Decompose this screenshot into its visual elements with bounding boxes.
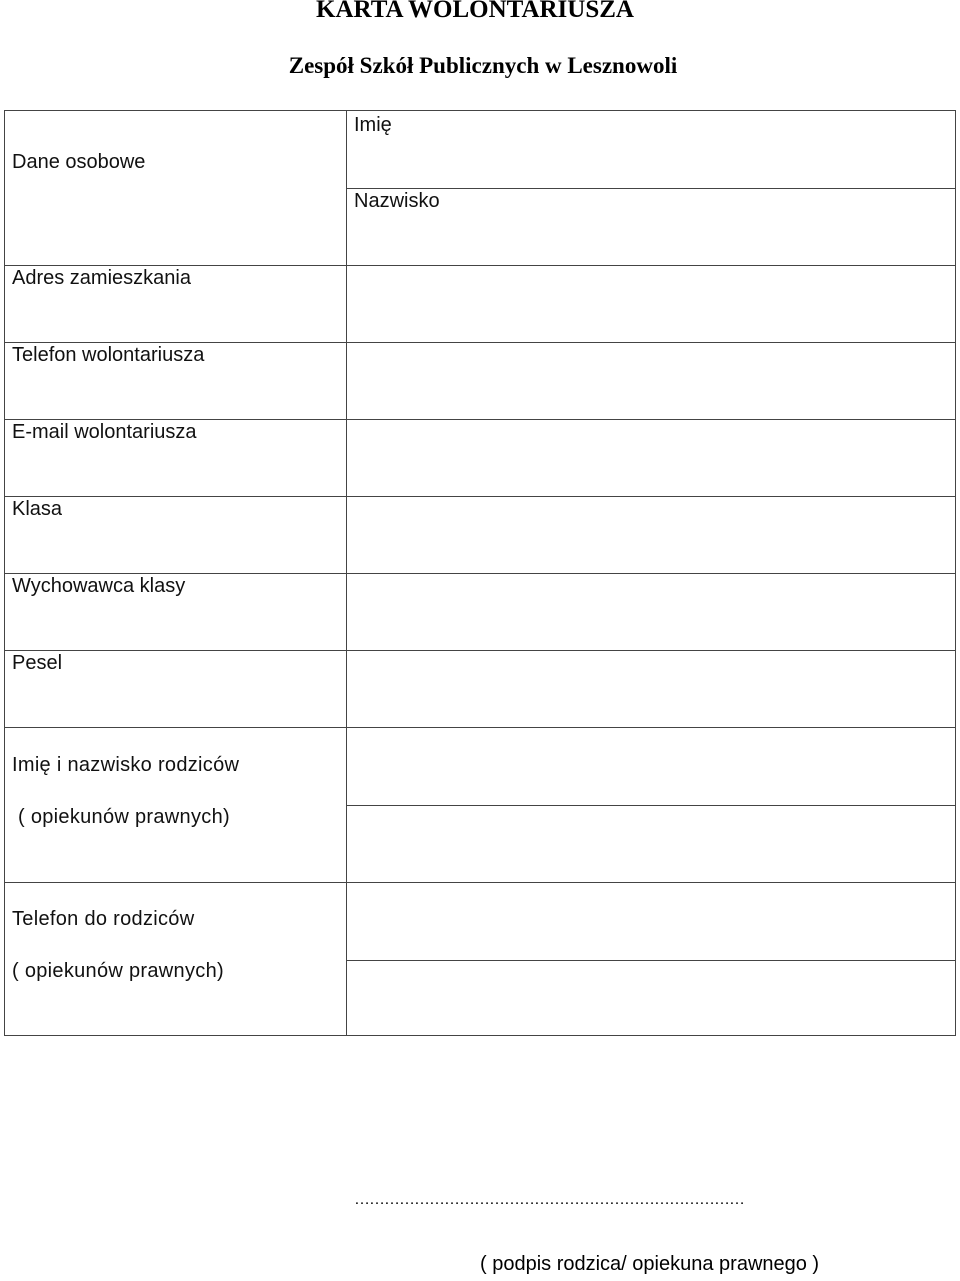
pesel-label: Pesel <box>12 652 63 674</box>
personal-data-label: Dane osobowe <box>12 151 146 173</box>
school-name: Zespół Szkół Publicznych w Lesznowoli <box>288 53 678 78</box>
class-label: Klasa <box>12 498 63 520</box>
row-divider <box>5 265 955 266</box>
document-title: KARTA WOLONTARIUSZA <box>316 0 634 23</box>
row-divider <box>5 650 955 651</box>
row-divider <box>346 960 955 961</box>
row-divider <box>5 496 955 497</box>
signature-caption: ( podpis rodzica/ opiekuna prawnego ) <box>480 1253 820 1275</box>
volunteer-form-table <box>4 110 956 1036</box>
tutor-label: Wychowawca klasy <box>12 575 186 597</box>
row-divider <box>346 188 955 189</box>
row-divider <box>5 573 955 574</box>
row-divider <box>5 727 955 728</box>
row-divider <box>5 419 955 420</box>
parents-phone-sublabel: ( opiekunów prawnych) <box>12 960 224 982</box>
address-label: Adres zamieszkania <box>12 267 191 289</box>
row-divider <box>5 882 955 883</box>
row-divider <box>5 342 955 343</box>
first-name-label: Imię <box>354 114 392 136</box>
row-divider <box>346 805 955 806</box>
phone-label: Telefon wolontariusza <box>12 344 205 366</box>
last-name-label: Nazwisko <box>354 190 440 212</box>
parents-name-label: Imię i nazwisko rodziców <box>12 754 240 776</box>
email-label: E-mail wolontariusza <box>12 421 197 443</box>
parents-name-sublabel: ( opiekunów prawnych) <box>18 806 230 828</box>
parents-phone-label: Telefon do rodziców <box>12 908 195 930</box>
signature-line: …………………………………………………………………… <box>354 1191 744 1208</box>
